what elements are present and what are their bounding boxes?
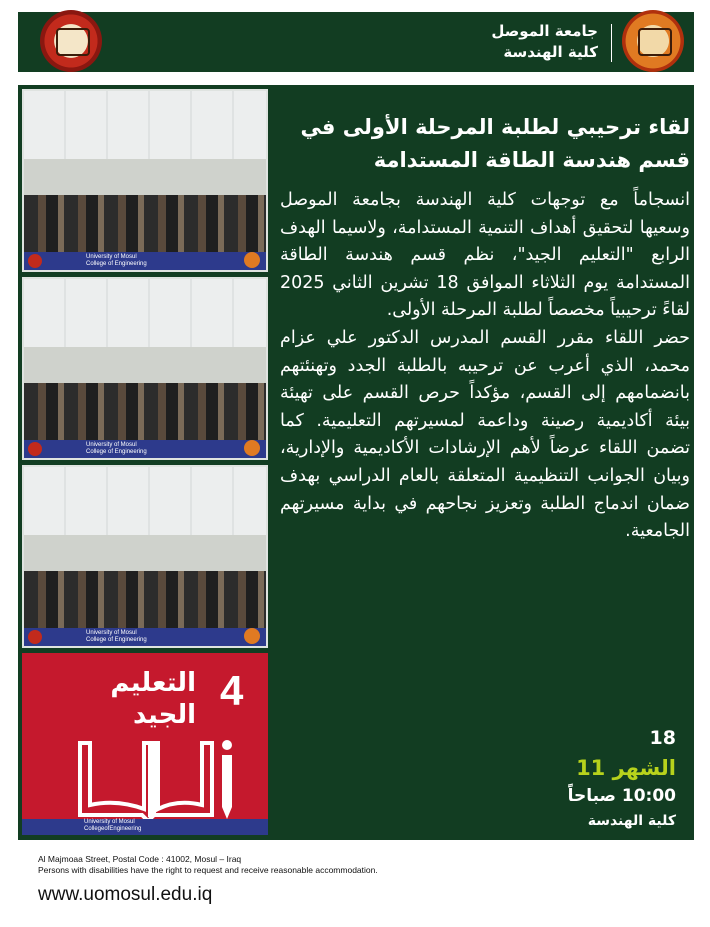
book-pencil-icon xyxy=(72,733,242,823)
website-link[interactable]: www.uomosul.edu.iq xyxy=(38,884,213,905)
article-paragraph-2: حضر اللقاء مقرر القسم المدرس الدكتور علي عزام محمد، الذي أعرب عن ترحيبه بالطلبة الجدد وتهنئتهم بانضمامهم إلى القسم، مؤكداً حرص القسم على تهيئة بيئة أكاديمية رصينة وداعمة لمسيرتهم التعليمية. كما تضمن اللقاء عرضاً لأهم الإرشادات الأكاديمية والإدارية، وبيان الجوانب التنظيمية المتعلقة بالعام الدراسي بهدف ضمان اندماج الطلبة وتعزيز نجاحهم في بداية مسيرتهم الجامعية. xyxy=(280,327,690,542)
university-logo xyxy=(622,10,684,72)
content-panel xyxy=(18,85,694,840)
event-photo-2 xyxy=(22,277,268,460)
event-photo-3 xyxy=(22,465,268,648)
sdg-label: التعليم الجيد xyxy=(110,668,196,730)
article-title: لقاء ترحيبي لطلبة المرحلة الأولى في قسم هندسة الطاقة المستدامة xyxy=(300,115,690,172)
event-month: الشهر 11 xyxy=(576,756,676,780)
article xyxy=(280,111,690,546)
sdg-number: 4 xyxy=(220,667,244,714)
footer-address: Al Majmoaa Street, Postal Code : 41002, Mosul – Iraq xyxy=(38,854,242,864)
sdg-caption: University of Mosul CollegeofEngineering xyxy=(84,819,142,832)
footer xyxy=(38,854,378,910)
college-name: كلية الهندسة xyxy=(503,43,598,61)
event-photo-1 xyxy=(22,89,268,272)
footer-accessibility-note: Persons with disabilities have the right to request and receive reasonable accommodation. xyxy=(38,865,378,875)
event-time: 10:00 صباحاً xyxy=(567,786,676,806)
article-paragraph-1: انسجاماً مع توجهات كلية الهندسة بجامعة الموصل وسعيها لتحقيق أهداف التنمية المستدامة، ولاسيما الهدف الرابع "التعليم الجيد"، نظم قسم هندسة الطاقة المستدامة يوم الثلاثاء الموافق 18 تشرين الثاني 2025 لقاءً ترحيبياً مخصصاً لطلبة المرحلة الأولى. xyxy=(280,190,690,321)
header-title xyxy=(491,21,598,63)
engineering-college-logo xyxy=(40,10,102,72)
photo-caption: University of Mosul College of Engineering xyxy=(86,630,147,643)
event-details xyxy=(568,723,676,833)
event-day: 18 xyxy=(649,727,676,749)
photo-caption: University of Mosul College of Engineering xyxy=(86,442,147,455)
sdg-4-badge xyxy=(22,653,268,835)
header-bar xyxy=(18,12,694,72)
photo-caption: University of Mosul College of Engineering xyxy=(86,254,147,267)
university-name: جامعة الموصل xyxy=(491,22,598,40)
header-divider xyxy=(611,24,612,62)
event-place: كلية الهندسة xyxy=(587,813,676,829)
